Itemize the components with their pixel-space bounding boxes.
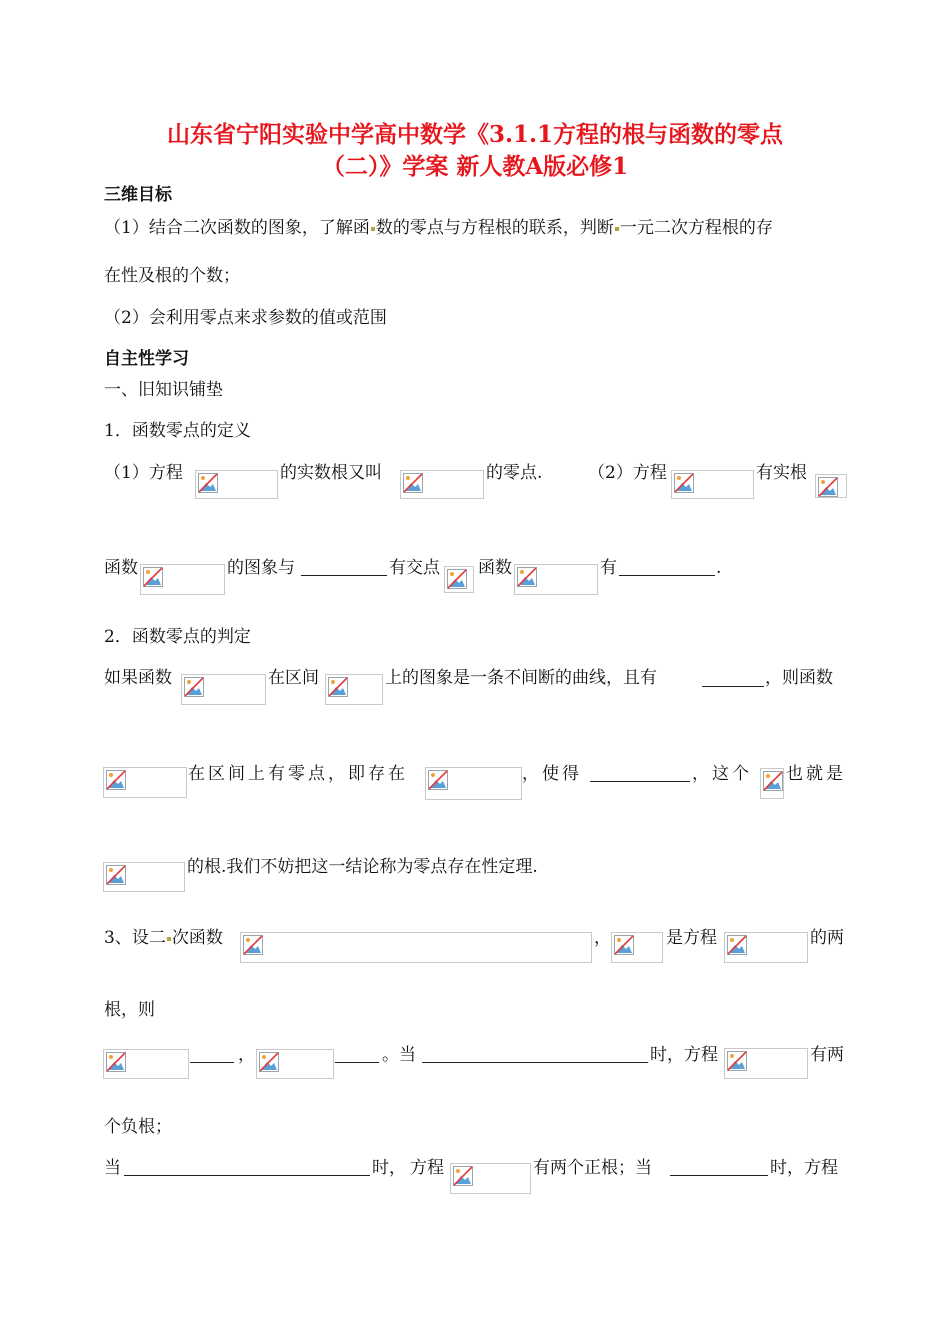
broken-image-icon xyxy=(184,677,204,697)
formula-image xyxy=(444,566,474,593)
formula-image xyxy=(240,932,592,963)
broken-image-icon xyxy=(106,1052,126,1072)
broken-image-icon xyxy=(763,771,783,791)
text: 时，方程 xyxy=(650,1045,718,1065)
text: 有两个正根；当 xyxy=(533,1158,652,1178)
broken-image-icon xyxy=(727,935,747,955)
self-study-heading: 自主性学习 xyxy=(104,349,189,369)
formula-image xyxy=(815,474,847,498)
text: 的图象与 xyxy=(227,558,295,578)
text: 方程 xyxy=(410,1158,444,1178)
broken-image-icon xyxy=(328,677,348,697)
marker-dot xyxy=(615,227,619,231)
text: 的根.我们不妨把这一结论称为零点存在性定理. xyxy=(187,857,538,877)
text: 当 xyxy=(104,1158,121,1178)
broken-image-icon xyxy=(674,473,694,493)
broken-image-icon xyxy=(517,567,537,587)
text: 的两 xyxy=(810,928,844,948)
text: 。当 xyxy=(382,1045,416,1065)
goal-1-line-2: 在性及根的个数； xyxy=(104,266,240,286)
title-line-2: （二）》学案 新人教A版必修1 xyxy=(321,153,629,180)
answer-blank[interactable] xyxy=(702,686,764,687)
formula-image xyxy=(103,862,185,892)
text: 有 xyxy=(600,558,617,578)
answer-blank[interactable] xyxy=(190,1062,234,1063)
text: 上的图象是一条不间断的曲线，且有 xyxy=(385,668,657,688)
text: 是方程 xyxy=(666,928,717,948)
goals-heading: 三维目标 xyxy=(104,185,172,205)
formula-image xyxy=(760,768,784,799)
text: 3、设二 次函数 xyxy=(104,928,223,948)
formula-image xyxy=(400,470,484,499)
answer-blank[interactable] xyxy=(590,781,690,782)
formula-image xyxy=(671,470,754,499)
text: 时， xyxy=(372,1158,406,1178)
broken-image-icon xyxy=(614,935,634,955)
item-3-line-4: 个负根； xyxy=(104,1117,172,1137)
formula-image xyxy=(181,674,266,705)
answer-blank[interactable] xyxy=(335,1062,379,1063)
formula-image xyxy=(724,1048,808,1079)
broken-image-icon xyxy=(403,473,423,493)
formula-image xyxy=(514,564,598,595)
text: 在区间上有零点，即存在 xyxy=(188,764,408,784)
goal-1-line-1: （1）结合二次函数的图象，了解函 数的零点与方程根的联系，判断 一元二次方程根的存 xyxy=(104,218,773,238)
broken-image-icon xyxy=(259,1052,279,1072)
broken-image-icon xyxy=(818,477,838,497)
formula-image xyxy=(611,932,663,963)
text: 有实根 xyxy=(756,463,807,483)
text: 有两 xyxy=(810,1045,844,1065)
formula-image xyxy=(724,932,808,963)
text: ，则函数 xyxy=(765,668,833,688)
formula-image xyxy=(195,470,278,499)
broken-image-icon xyxy=(106,865,126,885)
text: （2）方程 xyxy=(588,463,667,483)
formula-image xyxy=(425,767,522,800)
formula-image xyxy=(103,767,187,798)
title-line-1: 山东省宁阳实验中学高中数学《3.1.1方程的根与函数的零点 xyxy=(166,121,784,148)
broken-image-icon xyxy=(198,473,218,493)
broken-image-icon xyxy=(106,770,126,790)
text: 的实数根又叫 xyxy=(280,463,382,483)
item-2-heading: 2．函数零点的判定 xyxy=(104,627,251,647)
broken-image-icon xyxy=(428,770,448,790)
answer-blank[interactable] xyxy=(301,575,387,576)
formula-image xyxy=(325,674,383,705)
text: 如果函数 xyxy=(104,668,172,688)
marker-dot xyxy=(167,937,171,941)
text: 函数 xyxy=(478,558,512,578)
broken-image-icon xyxy=(447,569,467,589)
text: ， xyxy=(594,928,611,948)
formula-image xyxy=(450,1163,531,1194)
text: 时，方程 xyxy=(770,1158,838,1178)
answer-blank[interactable] xyxy=(670,1175,768,1176)
answer-blank[interactable] xyxy=(422,1062,648,1063)
item-3-line-2: 根，则 xyxy=(104,1000,155,1020)
text: 函数 xyxy=(104,558,138,578)
formula-image xyxy=(103,1049,189,1079)
text: 在区间 xyxy=(268,668,319,688)
text: 也就是 xyxy=(786,764,846,784)
text: （1）方程 xyxy=(104,463,183,483)
broken-image-icon xyxy=(727,1051,747,1071)
text: 有交点 xyxy=(389,558,440,578)
goal-2: （2）会利用零点来求参数的值或范围 xyxy=(104,308,387,328)
text: ，这个 xyxy=(692,764,752,784)
answer-blank[interactable] xyxy=(619,575,715,576)
marker-dot xyxy=(371,227,375,231)
broken-image-icon xyxy=(453,1166,473,1186)
broken-image-icon xyxy=(143,567,163,587)
text: 的零点. xyxy=(486,463,543,483)
answer-blank[interactable] xyxy=(124,1175,370,1176)
formula-image xyxy=(140,564,225,595)
text: ， xyxy=(238,1045,255,1065)
item-1-heading: 1．函数零点的定义 xyxy=(104,421,251,441)
text: ，使得 xyxy=(522,764,582,784)
part-1-heading: 一、旧知识铺垫 xyxy=(104,380,223,400)
text: . xyxy=(716,558,722,578)
formula-image xyxy=(256,1049,334,1079)
broken-image-icon xyxy=(243,935,263,955)
